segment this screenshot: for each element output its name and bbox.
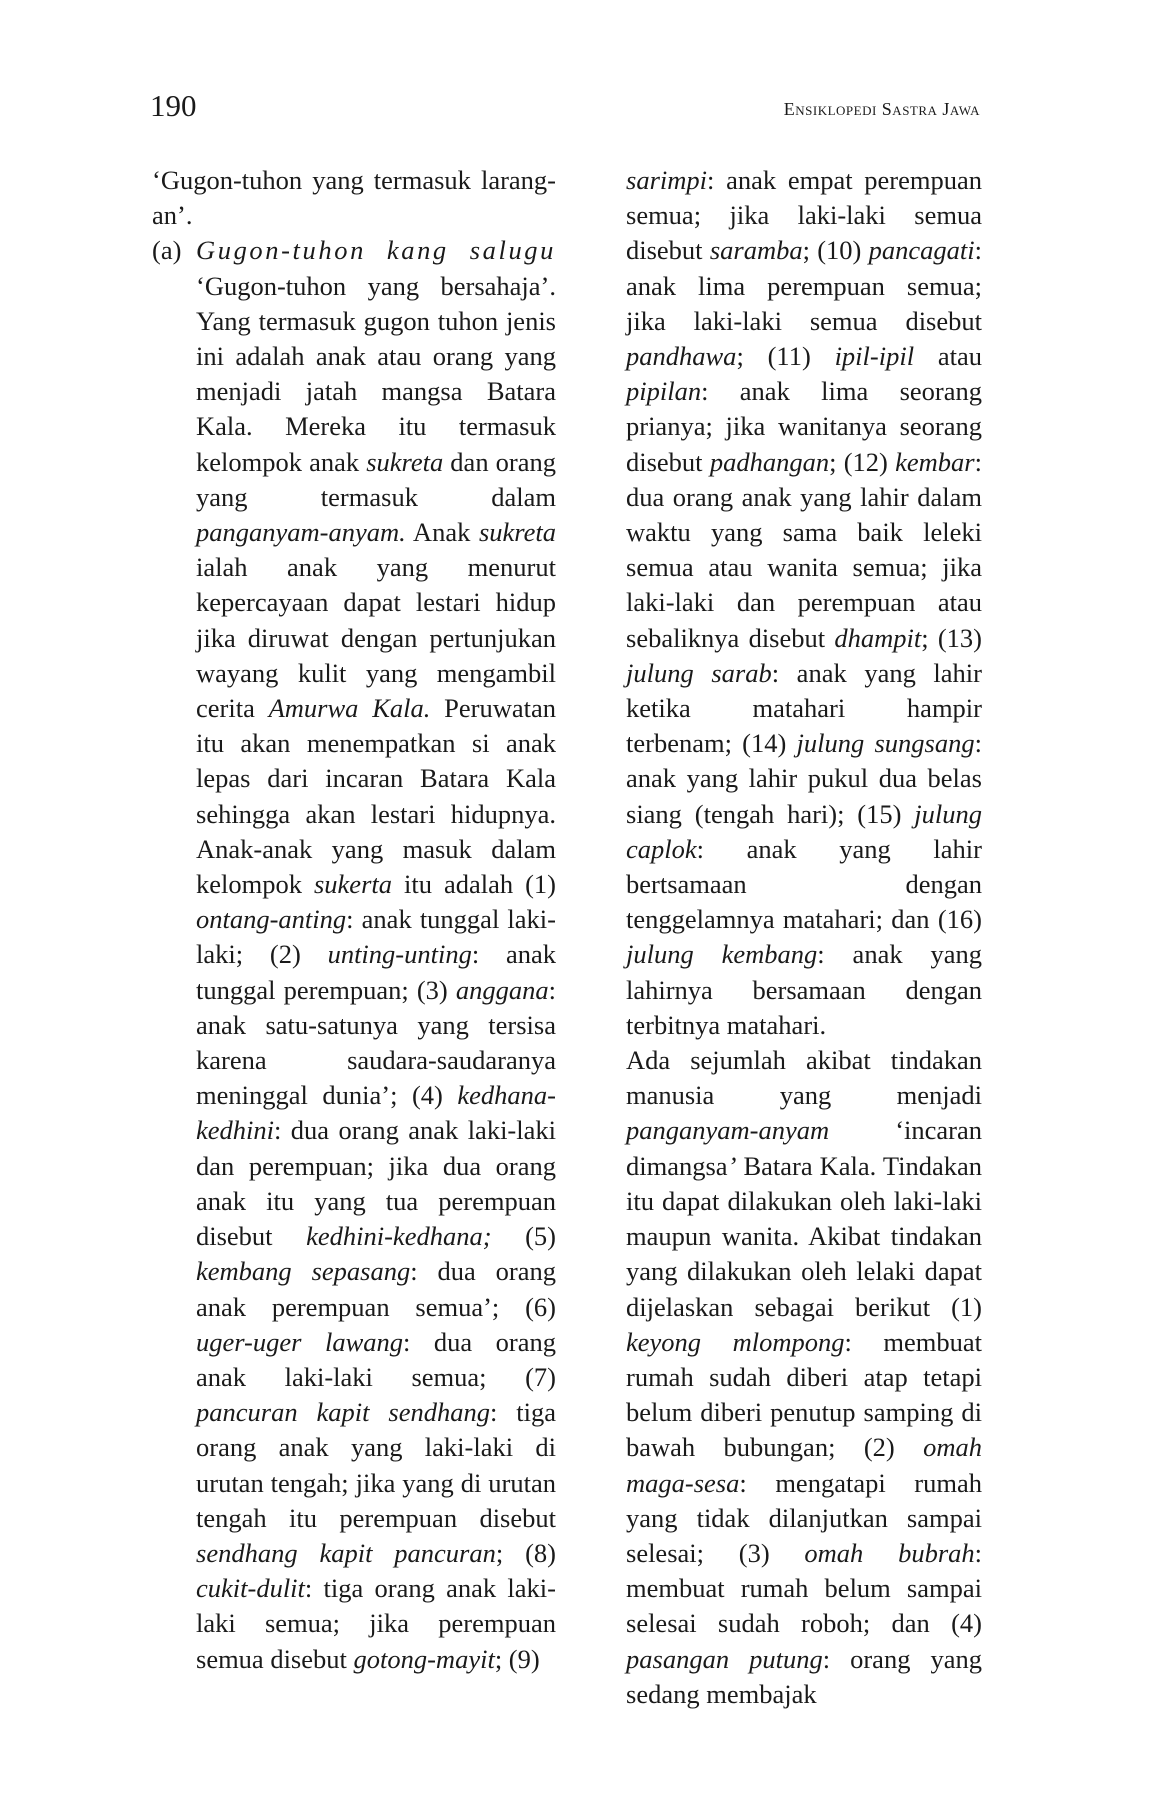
page-number: 190	[150, 88, 197, 123]
term: julung sungsang	[796, 728, 975, 759]
term: pancuran kapit sendhang	[196, 1397, 490, 1428]
text-run: : anak yang lahirnya bersamaan dengan terbitnya matahari.	[626, 939, 982, 1040]
item-title: Gugon-tuhon kang salugu	[196, 235, 556, 266]
term: pancagati	[868, 235, 975, 266]
term: julung caplok	[626, 798, 982, 864]
text-run: ialah anak yang menurut kepercayaan dapat lestari hidup jika diruwat dengan pertunjukan wayang kulit yang mengambil cerita	[196, 552, 556, 724]
item-marker: (a)	[152, 235, 182, 266]
item-a	[152, 233, 556, 1676]
term: panganyam-anyam	[626, 1115, 830, 1146]
text-run: : anak tunggal laki-laki; (2)	[196, 904, 556, 970]
text-run: : dua orang anak laki-laki semua; (7)	[196, 1326, 556, 1392]
term: sukreta	[478, 517, 556, 548]
running-head: Ensiklopedi Sastra Jawa	[783, 99, 980, 119]
text-run: : anak tunggal perempuan; (3)	[196, 939, 557, 1005]
term: Amurwa Kala.	[268, 693, 431, 724]
term: kedhana-kedhini	[196, 1080, 556, 1146]
text-run: Anak	[405, 517, 479, 548]
text-run: ; (8)	[495, 1537, 557, 1568]
text-run: : anak yang lahir pukul dua belas siang (tengah hari); (15)	[626, 728, 982, 829]
text-run: : tiga orang anak laki-laki semua; jika perempuan semua disebut	[196, 1573, 556, 1674]
text-run: : anak lima seorang prianya; jika wanitanya seorang disebut	[626, 376, 982, 477]
paragraph-sukerta-continued	[626, 163, 982, 1043]
paragraph-akibat-tindakan	[626, 1043, 982, 1712]
term: julung kembang	[626, 939, 818, 970]
term: ipil-ipil	[834, 341, 915, 372]
text-run: : membuat rumah sudah diberi atap tetapi belum diberi penutup samping di bawah bubungan; (2)	[626, 1326, 982, 1463]
text-run: (5)	[491, 1221, 556, 1252]
term: sarimpi	[626, 165, 707, 195]
text-run: : anak empat perempuan semua; jika laki-laki semua disebut	[626, 165, 982, 266]
term: pandhawa	[626, 341, 737, 372]
term: kedhini-kedhana;	[306, 1221, 492, 1252]
text-run: : anak lima perempuan semua; jika laki-laki semua disebut	[626, 235, 982, 336]
term: cukit-dulit	[196, 1573, 305, 1604]
term: pipilan	[626, 376, 702, 407]
item-a-body	[196, 233, 556, 1676]
term: omah maga-sesa	[626, 1432, 982, 1498]
text-run: : orang yang sedang membajak	[626, 1643, 982, 1709]
term: julung sarab	[626, 657, 772, 688]
text-run: : dua orang anak laki-laki dan perempuan; jika dua orang anak itu yang tua perempuan disebut	[196, 1115, 556, 1252]
text-run: dan orang yang termasuk dalam	[196, 446, 556, 512]
text-run: : dua orang anak perempuan semua’; (6)	[196, 1256, 556, 1322]
text-run: ; (12)	[829, 446, 896, 477]
term: pasangan putung	[626, 1643, 823, 1674]
term: unting-unting	[327, 939, 472, 970]
text-run: Yang termasuk gugon tuhon jenis ini adalah anak atau orang yang menjadi jatah mangsa Batara Kala. Mereka itu termasuk kelompok anak	[196, 305, 556, 477]
text-run: : dua orang anak yang lahir dalam waktu yang sama baik leleki semua atau wanita semua; jika laki-laki dan perempuan atau sebaliknya disebut	[626, 446, 982, 653]
term: sukerta	[313, 869, 392, 900]
right-column	[626, 163, 982, 1712]
text-run: Batara Kala. Tindakan itu dapat dilakukan oleh laki-laki maupun wanita. Akibat tindakan yang dilakukan oleh lelaki dapat dijelaskan sebagai berikut (1)	[626, 1150, 982, 1322]
left-column	[152, 163, 556, 1677]
text-run: : anak satu-satunya yang tersisa karena saudara-saudaranya meninggal dunia’; (4)	[196, 974, 556, 1111]
text-run: Peruwatan itu akan menempatkan si anak lepas dari incaran Batara Kala sehingga akan lestari hidupnya. Anak-anak yang masuk dalam kelompok	[196, 693, 556, 900]
term: kembar	[895, 446, 975, 477]
term: dhampit	[834, 622, 922, 653]
text-run: ; (11)	[736, 341, 835, 372]
term: sendhang kapit pancuran	[196, 1537, 496, 1568]
text-run: itu adalah (1)	[392, 869, 556, 900]
term: ’	[727, 1150, 737, 1181]
term: kembang sepasang	[196, 1256, 411, 1287]
term: uger-uger lawang	[196, 1326, 403, 1357]
term: omah bubrah	[804, 1537, 975, 1568]
text-run: : tiga orang anak yang laki-laki di urutan tengah; jika yang di urutan tengah itu perempuan disebut	[196, 1397, 557, 1533]
text-run: ; (13)	[921, 622, 983, 653]
text-run: ; (10)	[802, 235, 869, 266]
text-run: : mengatapi rumah yang tidak dilanjutkan sampai selesai; (3)	[626, 1467, 982, 1568]
term: anggana	[455, 974, 549, 1005]
text-run: : anak yang lahir ketika matahari hampir terbenam; (14)	[626, 657, 982, 759]
text-run: ‘incaran dimangsa	[626, 1115, 982, 1181]
term: saramba	[709, 235, 803, 266]
text-run: : membuat rumah belum sampai selesai sudah roboh; dan (4)	[626, 1537, 983, 1639]
item-gloss: ‘Gugon-tuhon yang bersahaja’.	[196, 270, 556, 301]
text-run: ; (9)	[494, 1643, 540, 1674]
term: gotong-mayit	[353, 1643, 495, 1674]
text-run: atau	[914, 341, 982, 372]
text-run: Ada sejumlah akibat tindakan manusia yang menjadi	[626, 1045, 982, 1111]
term: keyong mlompong	[626, 1326, 845, 1357]
text-run: : anak yang lahir bertsamaan dengan tenggelamnya matahari; dan (16)	[626, 833, 982, 935]
term: padhangan	[709, 446, 830, 477]
term: panganyam-anyam.	[196, 517, 406, 548]
term: sukreta	[366, 446, 444, 477]
term: ontang-anting	[196, 904, 347, 935]
intro-gloss: ‘Gugon-tuhon yang termasuk larang-an’.	[152, 165, 556, 231]
